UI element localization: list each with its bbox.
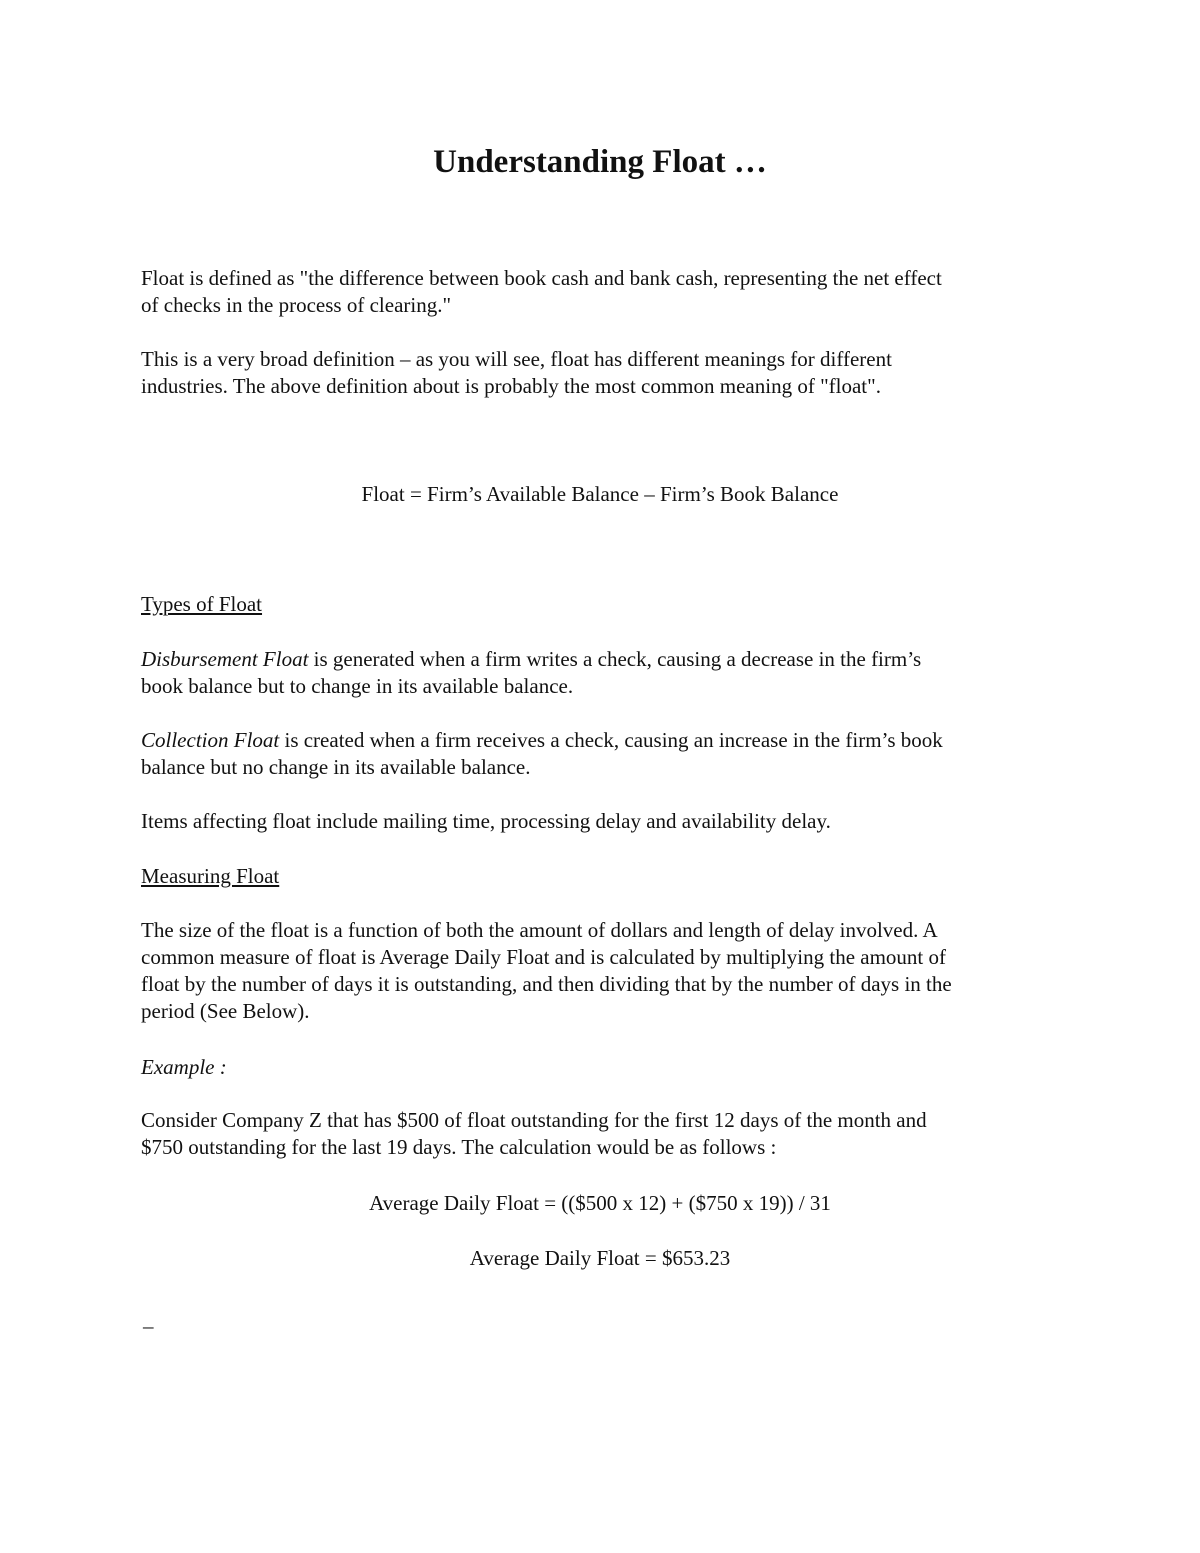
trailing-dash: – xyxy=(143,1314,154,1338)
average-daily-float-result: Average Daily Float = $653.23 xyxy=(469,1246,731,1270)
disbursement-line-2: book balance but to change in its available balance. xyxy=(141,674,574,698)
intro-paragraph-1 xyxy=(141,265,1071,319)
measuring-line-1: The size of the float is a function of both the amount of dollars and length of delay involved. A xyxy=(141,918,938,942)
collection-float-paragraph xyxy=(141,727,1071,781)
example-line-1: Consider Company Z that has $500 of float outstanding for the first 12 days of the month and xyxy=(141,1108,927,1132)
measuring-float-heading: Measuring Float xyxy=(141,864,280,888)
disbursement-line-1-text: is generated when a firm writes a check, causing a decrease in the firm’s xyxy=(308,647,922,671)
example-label: Example : xyxy=(141,1055,227,1079)
intro-p2-line-1: This is a very broad definition – as you will see, float has different meanings for different xyxy=(141,347,892,371)
example-paragraph xyxy=(141,1107,1071,1161)
example-line-2: $750 outstanding for the last 19 days. The calculation would be as follows : xyxy=(141,1135,777,1159)
types-of-float-heading: Types of Float xyxy=(141,592,263,616)
intro-p2-line-2: industries. The above definition about is probably the most common meaning of "float". xyxy=(141,374,881,398)
float-formula: Float = Firm’s Available Balance – Firm’s Book Balance xyxy=(361,482,839,506)
average-daily-float-calculation: Average Daily Float = (($500 x 12) + ($750 x 19)) / 31 xyxy=(369,1191,831,1215)
disbursement-float-paragraph xyxy=(141,646,1071,700)
collection-line-1-text: is created when a firm receives a check, causing an increase in the firm’s book xyxy=(279,728,943,752)
intro-p1-line-2: of checks in the process of clearing." xyxy=(141,293,452,317)
page-title: Understanding Float … xyxy=(433,144,767,180)
measuring-line-4: period (See Below). xyxy=(141,999,310,1023)
collection-line-2: balance but no change in its available balance. xyxy=(141,755,531,779)
collection-float-term: Collection Float xyxy=(141,728,280,752)
intro-p1-line-1: Float is defined as "the difference between book cash and bank cash, representing the net effect xyxy=(141,266,942,290)
items-affecting-float: Items affecting float include mailing time, processing delay and availability delay. xyxy=(141,809,831,833)
measuring-float-paragraph xyxy=(141,917,1071,1025)
measuring-line-2: common measure of float is Average Daily Float and is calculated by multiplying the amount of xyxy=(141,945,946,969)
collection-line-1 xyxy=(141,727,1071,754)
intro-paragraph-2 xyxy=(141,346,1071,400)
disbursement-line-1 xyxy=(141,646,1071,673)
measuring-line-3: float by the number of days it is outstanding, and then dividing that by the number of days in the xyxy=(141,972,952,996)
disbursement-float-term: Disbursement Float xyxy=(141,647,309,671)
